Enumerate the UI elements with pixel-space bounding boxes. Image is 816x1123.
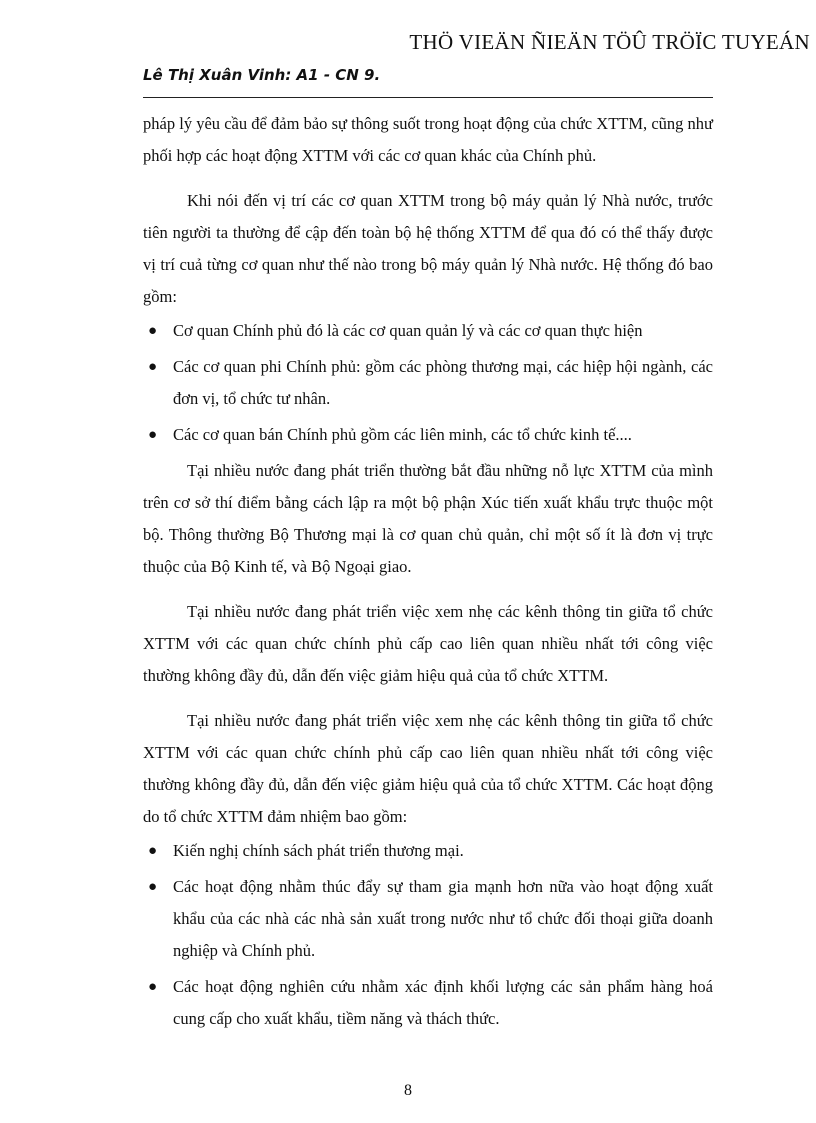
list-item (143, 971, 713, 1035)
document-body (143, 108, 713, 1039)
list-item (143, 835, 713, 867)
list-item-text: Các hoạt động nhằm thúc đẩy sự tham gia mạnh hơn nữa vào hoạt động xuất khẩu của các nhà các nhà sản xuất trong nước như tổ chức đối thoại giữa doanh nghiệp và Chính phủ. (173, 877, 713, 960)
list-item (143, 351, 713, 415)
bullet-list (143, 835, 713, 1035)
list-item-text: Các hoạt động nghiên cứu nhằm xác định khối lượng các sản phẩm hàng hoá cung cấp cho xuất khẩu, tiềm năng và thách thức. (173, 977, 713, 1028)
bullet-icon: ● (148, 843, 158, 859)
bullet-list (143, 315, 713, 451)
bullet-icon: ● (148, 427, 158, 443)
paragraph: Khi nói đến vị trí các cơ quan XTTM trong bộ máy quản lý Nhà nước, trước tiên người ta thường để cập đến toàn bộ hệ thống XTTM để qua đó có thể thấy được vị trí cuả từng cơ quan như thế nào trong bộ máy quản lý Nhà nước. Hệ thống đó bao gồm: (143, 191, 713, 306)
bullet-icon: ● (148, 979, 158, 995)
header-rule (143, 97, 713, 98)
paragraph: Tại nhiều nước đang phát triển việc xem nhẹ các kênh thông tin giữa tổ chức XTTM với các quan chức chính phủ cấp cao liên quan nhiều nhất tới công việc thường không đầy đủ, dẫn đến việc giảm hiệu quả của tổ chức XTTM. (143, 602, 713, 685)
paragraph: Tại nhiều nước đang phát triển việc xem nhẹ các kênh thông tin giữa tổ chức XTTM với các quan chức chính phủ cấp cao liên quan nhiều nhất tới công việc thường không đầy đủ, dẫn đến việc giảm hiệu quả của tổ chức XTTM. Các hoạt động do tổ chức XTTM đảm nhiệm bao gồm: (143, 711, 713, 826)
paragraph: Tại nhiều nước đang phát triển thường bắt đầu những nỗ lực XTTM của mình trên cơ sở thí điểm bằng cách lập ra một bộ phận Xúc tiến xuất khẩu trực thuộc một bộ. Thông thường Bộ Thương mại là cơ quan chủ quản, chỉ một số ít là đơn vị trực thuộc của Bộ Kinh tế, và Bộ Ngoại giao. (143, 461, 713, 576)
paragraph: pháp lý yêu cầu để đảm bảo sự thông suốt trong hoạt động của chức XTTM, cũng như phối hợp các hoạt động XTTM với các cơ quan khác của Chính phủ. (143, 114, 713, 165)
list-item (143, 871, 713, 967)
page-number: 8 (404, 1082, 412, 1099)
bullet-icon: ● (148, 323, 158, 339)
list-item-text: Các cơ quan bán Chính phủ gồm các liên minh, các tổ chức kinh tế.... (173, 425, 632, 444)
list-item (143, 419, 713, 451)
library-watermark: THÖ VIEÄN ÑIEÄN TÖÛ TRÖÏC TUYEÁN (409, 30, 810, 54)
list-item-text: Kiến nghị chính sách phát triển thương mại. (173, 841, 464, 860)
list-item-text: Các cơ quan phi Chính phủ: gồm các phòng thương mại, các hiệp hội ngành, các đơn vị, tổ chức tư nhân. (173, 357, 713, 408)
list-item-text: Cơ quan Chính phủ đó là các cơ quan quản lý và các cơ quan thực hiện (173, 321, 643, 340)
author-line: Lê Thị Xuân Vinh: A1 - CN 9. (143, 66, 381, 84)
bullet-icon: ● (148, 359, 158, 375)
bullet-icon: ● (148, 879, 158, 895)
list-item (143, 315, 713, 347)
page-header (143, 66, 713, 85)
